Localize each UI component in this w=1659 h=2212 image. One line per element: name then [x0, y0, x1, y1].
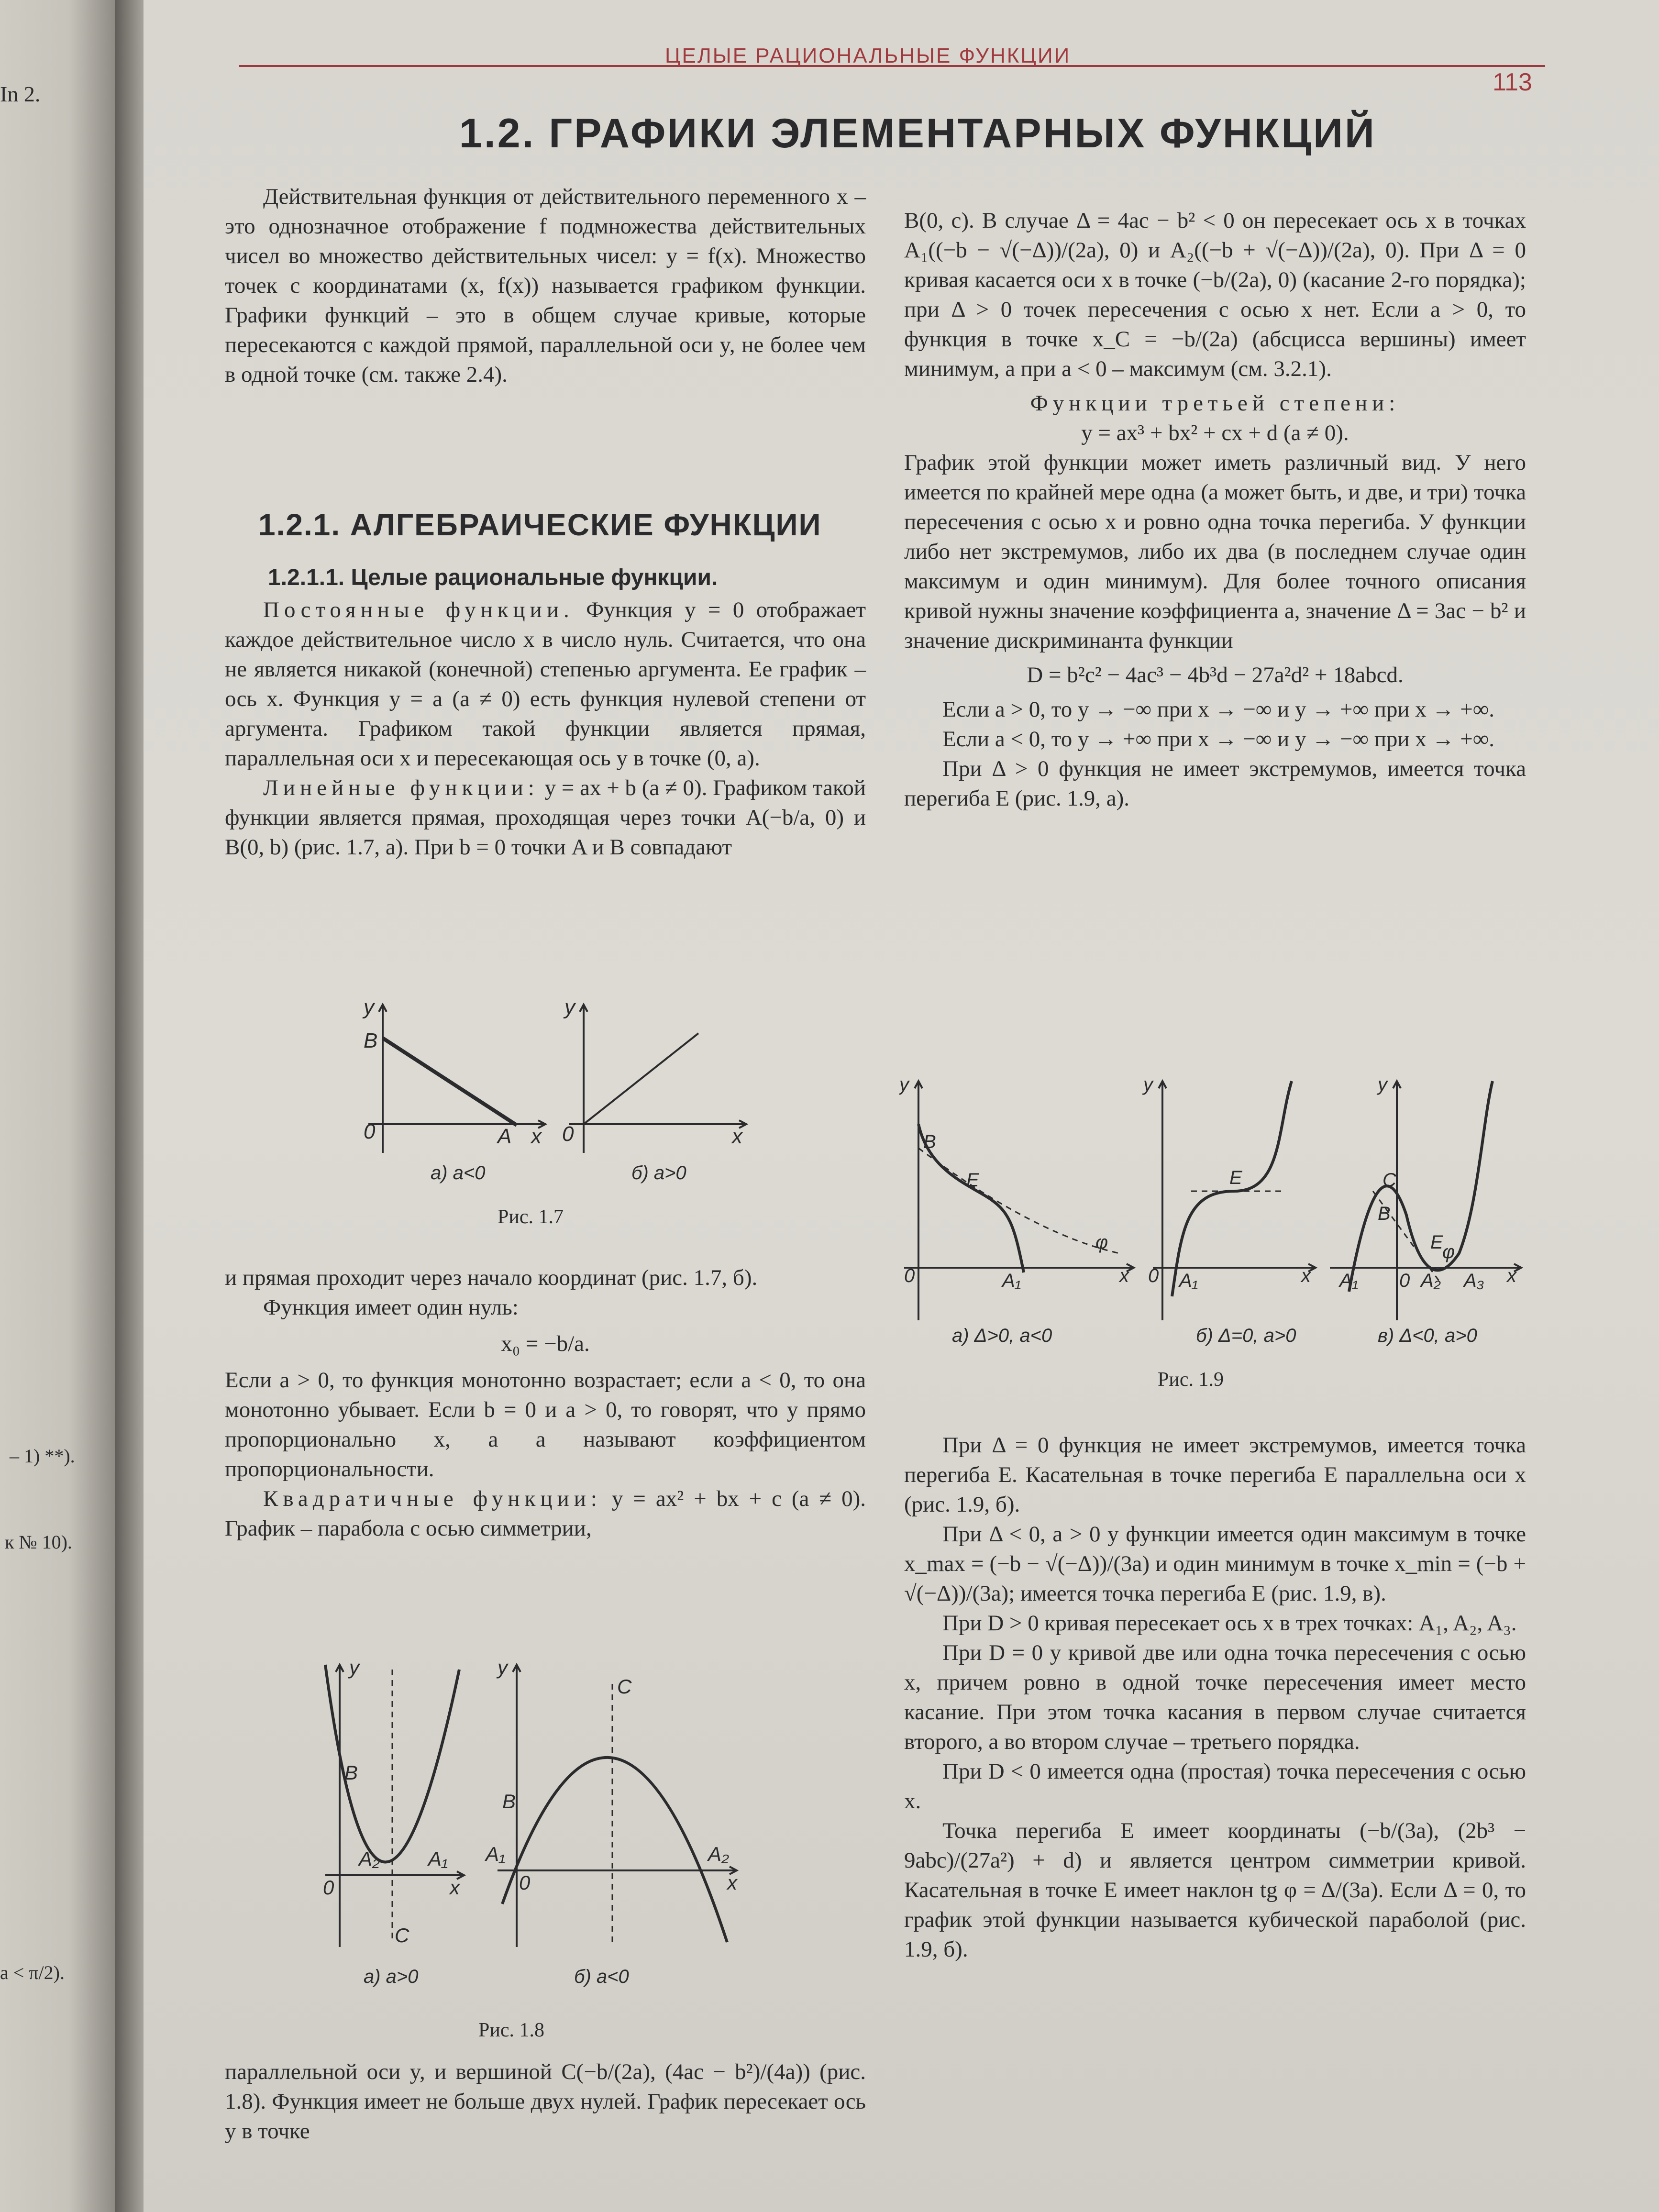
- fig19-sub-c: в) Δ<0, a>0: [1378, 1325, 1477, 1346]
- fig19b-E-label: E: [1229, 1167, 1242, 1188]
- fig18b-C-label: C: [617, 1675, 632, 1698]
- linear-text: y = ax + b (a ≠ 0). Графиком такой функции является прямая, проходящая через точки A(−b/a, 0) и B(0, b) (рис. 1.7, a). При b = 0 точки A и B совпадают: [225, 775, 866, 860]
- fig19c-E-label: E: [1430, 1232, 1443, 1253]
- subsection-heading: 1.2.1.1. Целые рациональные функции.: [268, 565, 718, 590]
- fig18b-x-label: x: [727, 1871, 737, 1894]
- col2-block-2: [904, 1430, 1526, 1964]
- const-paragraph: [225, 595, 866, 773]
- linear-lead: Линейные функции:: [263, 775, 539, 800]
- monotonic-paragraph: Если a > 0, то функция монотонно возрастает; если a < 0, то она монотонно убывает. Если b = 0 и a > 0, то говорят, что y прямо пропорционально x, а a называют коэффициентом пропорциональности.: [225, 1368, 866, 1482]
- left-margin-text-1: In 2.: [0, 82, 41, 106]
- limit-a-neg: Если a < 0, то y → +∞ при x → −∞ и y → −∞ при x → +∞.: [942, 727, 1495, 752]
- page-title: 1.2. ГРАФИКИ ЭЛЕМЕНТАРНЫХ ФУНКЦИЙ: [459, 111, 1376, 156]
- const-lead: Постоянные функции.: [263, 597, 574, 622]
- fig18-caption: Рис. 1.8: [478, 2019, 544, 2041]
- fig18a-y-label: y: [349, 1656, 359, 1679]
- fig18b-B-label: B: [502, 1790, 516, 1813]
- col1-block-3: [225, 2057, 866, 2146]
- fig18a-origin-label: 0: [323, 1876, 334, 1899]
- section-heading: 1.2.1. АЛГЕБРАИЧЕСКИЕ ФУНКЦИИ: [258, 508, 822, 542]
- fig18a-x-label: x: [450, 1876, 460, 1899]
- fig17-caption: Рис. 1.7: [498, 1206, 564, 1228]
- fig19c-A2-label: A₂: [1421, 1270, 1441, 1291]
- cubic-lead: [904, 388, 1526, 418]
- fig17b-origin-label: 0: [562, 1122, 574, 1146]
- cubic-lead-text: Функции третьей степени:: [1030, 391, 1400, 416]
- fig19a-x-label: x: [1119, 1265, 1129, 1286]
- fig18a-B-label: B: [344, 1761, 358, 1784]
- fig19a-A1-label: A₁: [1002, 1270, 1021, 1291]
- fig18-sub-a: а) a>0: [364, 1966, 419, 1987]
- fig18b-A1-label: A₁: [486, 1843, 506, 1865]
- left-margin-text-3: к № 10).: [5, 1531, 72, 1553]
- D-neg-paragraph: При D < 0 имеется одна (простая) точка пересечения с осью x.: [904, 1759, 1526, 1814]
- fig17-sub-a: а) a<0: [431, 1162, 486, 1183]
- fig17b-y-label: y: [564, 995, 575, 1019]
- one-zero: Функция имеет один нуль:: [263, 1295, 519, 1320]
- delta-neg-paragraph: При Δ < 0, a > 0 у функции имеется один максимум в точке x_max = (−b − √(−Δ))/(3a) и один минимум в точке x_min = (−b + √(−Δ))/(3a); имеется точка перегиба E (рис. 1.9, в).: [904, 1522, 1526, 1606]
- delta-zero-paragraph: При Δ = 0 функция не имеет экстремумов, имеется точка перегиба E. Касательная в точке перегиба E параллельна оси x (рис. 1.9, б).: [904, 1433, 1526, 1517]
- fig17a-B-label: B: [364, 1029, 378, 1052]
- fig19c-A1-label: A₁: [1339, 1270, 1359, 1291]
- fig19b-A1-label: A₁: [1179, 1270, 1198, 1291]
- col1-block-2: [225, 1263, 866, 1543]
- fig18a-C-label: C: [395, 1924, 409, 1947]
- fig19c-x-label: x: [1507, 1265, 1516, 1286]
- fig17a-x-label: x: [531, 1125, 542, 1148]
- cubic-formula: y = ax³ + bx² + cx + d (a ≠ 0).: [1081, 420, 1349, 445]
- col2-block-1: [904, 206, 1526, 813]
- fig19-caption: Рис. 1.9: [1158, 1369, 1224, 1391]
- running-head: ЦЕЛЫЕ РАЦИОНАЛЬНЫЕ ФУНКЦИИ: [665, 44, 1071, 67]
- fig19c-B-label: B: [1378, 1203, 1391, 1224]
- fig17-sub-b: б) a>0: [631, 1162, 686, 1183]
- D-pos-paragraph: При D > 0 кривая пересекает ось x в трех точках: A₁, A₂, A₃.: [942, 1611, 1517, 1636]
- fig19c-origin-label: 0: [1399, 1270, 1410, 1291]
- fig19a-E-label: E: [966, 1170, 979, 1191]
- limit-a-pos: Если a > 0, то y → −∞ при x → −∞ и y → +∞ при x → +∞.: [942, 697, 1495, 722]
- fig18b-A2-label: A₂: [708, 1843, 730, 1865]
- fig18b-origin-label: 0: [519, 1871, 531, 1894]
- fig19b-y-label: y: [1143, 1074, 1153, 1095]
- col1-block-1: [225, 595, 866, 862]
- fig18-sub-b: б) a<0: [574, 1966, 629, 1987]
- fig19c-C-label: C: [1382, 1170, 1396, 1191]
- fig19a-y-label: y: [899, 1074, 909, 1095]
- figure-1-7: [354, 995, 775, 1177]
- delta-pos-paragraph: При Δ > 0 функция не имеет экстремумов, имеется точка перегиба E (рис. 1.9, a).: [904, 756, 1526, 811]
- x0-formula: x₀ = −b/a.: [501, 1331, 590, 1356]
- fig17a-y-label: y: [364, 995, 374, 1019]
- after-fig17: и прямая проходит через начало координат (рис. 1.7, б).: [225, 1265, 758, 1290]
- cubic-paragraph: График этой функции может иметь различный вид. У него имеется по крайней мере одна (а может быть, и две, и три) точка пересечения с осью x и ровно одна точка перегиба. У функции либо нет экстремумов, либо их два (в последнем случае один максимум и один минимум). Для более точного описания кривой нужны значение коэффициента a, значение Δ = 3ac − b² и значение дискриминанта функции: [904, 450, 1526, 653]
- D-zero-paragraph: При D = 0 у кривой две или одна точка пересечения с осью x, причем ровно в одной точке пересечения имеет место касание. При этом точка касания в первом случае считается второго, а во втором случае – третьего порядка.: [904, 1640, 1526, 1754]
- fig19a-B-label: B: [923, 1131, 936, 1152]
- quad-continued: B(0, c). В случае Δ = 4ac − b² < 0 он пересекает ось x в точках A₁((−b − √(−Δ))/(2a), 0) и A₂((−b + √(−Δ))/(2a), 0). При Δ = 0 кривая касается оси x в точке (−b/(2a), 0) (касание 2-го порядка); при Δ > 0 точек пересечения с осью x нет. Если a > 0, то функция в точке x_C = −b/(2a) (абсцисса вершины) имеет минимум, а при a < 0 – максимум (см. 3.2.1).: [904, 208, 1526, 381]
- fig17b-x-label: x: [732, 1125, 742, 1148]
- fig19a-origin-label: 0: [904, 1265, 915, 1286]
- linear-paragraph: [225, 773, 866, 862]
- after-fig18: параллельной оси y, и вершиной C(−b/(2a), (4ac − b²)/(4a)) (рис. 1.8). Функция имеет не больше двух нулей. График пересекает ось y в точке: [225, 2059, 866, 2144]
- fig19a-phi-label: φ: [1095, 1232, 1108, 1253]
- figure-1-9: [899, 1072, 1536, 1339]
- fig19-sub-b: б) Δ=0, a>0: [1196, 1325, 1296, 1346]
- fig19b-origin-label: 0: [1148, 1265, 1159, 1286]
- fig18a-A1-label: A₁: [428, 1847, 448, 1870]
- fig19-sub-a: а) Δ>0, a<0: [952, 1325, 1052, 1346]
- fig19b-x-label: x: [1301, 1265, 1311, 1286]
- left-margin-text-2: – 1) **).: [10, 1445, 75, 1467]
- fig19c-y-label: y: [1378, 1074, 1387, 1095]
- fig18b-y-label: y: [498, 1656, 508, 1679]
- fig17a-A-label: A: [498, 1125, 512, 1148]
- page-number: 113: [1493, 68, 1532, 96]
- fig17a-origin-label: 0: [364, 1120, 376, 1143]
- quadratic-paragraph: [225, 1484, 866, 1543]
- fig18a-A2-label: A₂: [359, 1847, 380, 1870]
- book-gutter: [115, 0, 144, 2212]
- left-page-edge: [0, 0, 115, 2212]
- quad-lead: Квадратичные функции:: [263, 1486, 602, 1511]
- intro-paragraph: Действительная функция от действительного переменного x – это однозначное отображение f подмножества действительных чисел во множество действительных чисел: y = f(x). Множество точек с координатами (x, f(x)) называется графиком функции. Графики функций – это в общем случае кривые, которые пересекаются с каждой прямой, параллельной оси y, не более чем в одной точке (см. также 2.4).: [225, 184, 866, 387]
- discriminant-formula: D = b²c² − 4ac³ − 4b³d − 27a²d² + 18abcd.: [1027, 663, 1404, 687]
- quad-text: y = ax² + bx + c (a ≠ 0). График – парабола с осью симметрии,: [225, 1486, 866, 1541]
- fig19c-A3-label: A₃: [1464, 1270, 1484, 1291]
- fig19c-phi-label: φ: [1442, 1241, 1455, 1262]
- col1-intro: [225, 182, 866, 389]
- inflection-paragraph: Точка перегиба E имеет координаты (−b/(3a), (2b³ − 9abc)/(27a²) + d) и является центром симметрии кривой. Касательная в точке E имеет наклон tg φ = Δ/(3a). Если Δ = 0, то график этой функции называется кубической параболой (рис. 1.9, б).: [904, 1818, 1526, 1962]
- left-margin-text-4: a < π/2).: [0, 1962, 65, 1983]
- const-text: Функция y = 0 отображает каждое действительное число x в число нуль. Считается, что она не является никакой (конечной) степенью аргумента. Ее график – ось x. Функция y = a (a ≠ 0) есть функция нулевой степени от аргумента. Графиком такой функции является прямая, параллельная оси x и пересекающая ось y в точке (0, a).: [225, 597, 866, 771]
- figure-1-8: [306, 1655, 756, 1961]
